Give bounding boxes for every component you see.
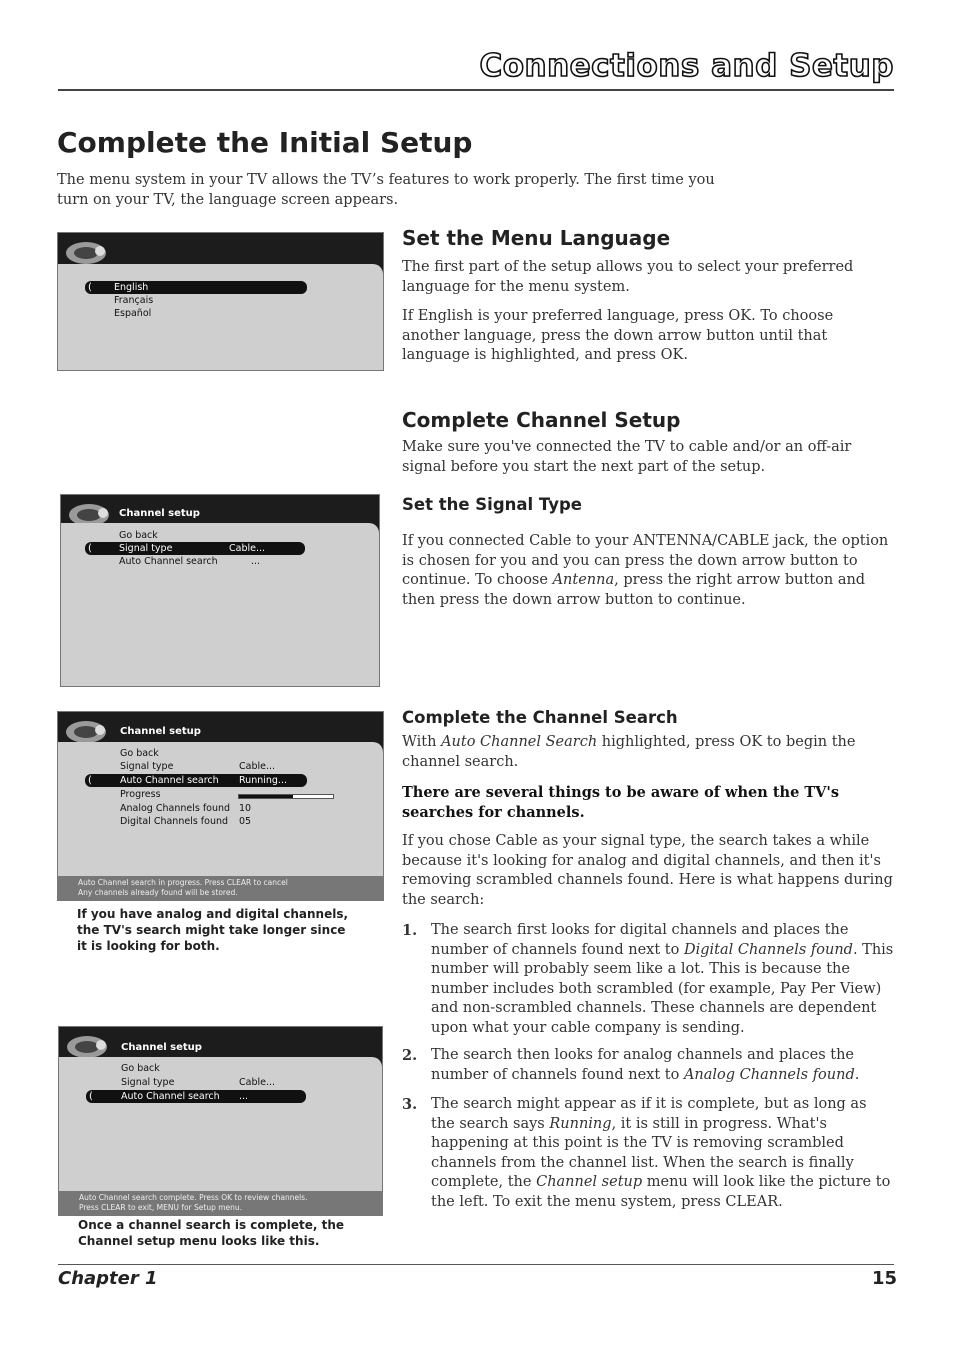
channel-search-p1: With Auto Channel Search highlighted, press OK to begin the channel search.: [402, 734, 856, 770]
selector-icon: (: [88, 543, 92, 554]
tv-logo-icon: [64, 239, 108, 267]
auto-channel-search-item[interactable]: ( Auto Channel search Running...: [85, 774, 307, 787]
list-item: 3. The search might appear as if it is complete, but as long as the search says Running, it is still in progress. What's happening at this point is the TV is removing scrambled channels from the channel list. When the search is finally complete, the Channel setup menu will look like the picture to the left. To exit the menu system, press CLEAR.: [402, 1096, 891, 1210]
channel-search-complete-screenshot: [58, 1026, 383, 1216]
caption-search-running: If you have analog and digital channels, the TV's search might take longer since it is looking for both.: [77, 907, 349, 953]
language-option-francais[interactable]: Français: [114, 295, 154, 306]
progress-bar-fill: [239, 795, 293, 798]
selector-icon: (: [88, 282, 92, 293]
auto-channel-search-item[interactable]: ( Auto Channel search ...: [86, 1090, 306, 1103]
page-number: 15: [871, 1268, 897, 1289]
go-back-item[interactable]: Go back: [120, 748, 159, 759]
intro-paragraph: The menu system in your TV allows the TV’s features to work properly. The first time you turn on your TV, the language screen appears.: [57, 172, 715, 208]
list-item: 1. The search first looks for digital channels and places the number of channels found next to Digital Channels found. This number will probably seem like a lot. This is because the number includes both scrambled (for example, Pay Per View) and non-scrambled channels. These channels are dependent upon what your cable company is sending.: [402, 922, 894, 1036]
menu-language-p1: The first part of the setup allows you to select your preferred language for the menu system.: [402, 259, 854, 295]
selector-icon: (: [88, 775, 92, 786]
progress-bar: [238, 794, 334, 799]
progress-item: Progress: [85, 788, 365, 801]
status-bar: Auto Channel search in progress. Press CLEAR to cancel Any channels already found will be stored.: [58, 876, 383, 900]
header-rule: [58, 89, 894, 91]
digital-channels-item: Digital Channels found 05: [120, 816, 252, 827]
signal-type-p1: If you connected Cable to your ANTENNA/CABLE jack, the option is chosen for you and you can press the down arrow button to continue. To choose Antenna, press the right arrow button and then press the down arrow button to continue.: [402, 533, 889, 608]
page-title: Complete the Initial Setup: [57, 126, 473, 159]
list-item: 2. The search then looks for analog channels and places the number of channels found next to Analog Channels found.: [402, 1047, 860, 1083]
channel-search-heading: Complete the Channel Search: [402, 708, 678, 727]
footer-chapter: Chapter 1: [58, 1268, 158, 1289]
language-option-espanol[interactable]: Español: [114, 308, 152, 319]
channel-setup-p1: Make sure you've connected the TV to cable and/or an off-air signal before you start the next part of the setup.: [402, 439, 852, 475]
section-header-title: Connections and Setup: [479, 48, 894, 84]
signal-type-item[interactable]: Signal type Cable...: [121, 1077, 276, 1088]
channel-search-p3: If you chose Cable as your signal type, the search takes a while because it's looking for analog and digital channels, and then it's removing scrambled channels found. Here is what happens during the search:: [402, 833, 893, 908]
go-back-item[interactable]: Go back: [121, 1063, 160, 1074]
menu-language-p2: If English is your preferred language, press OK. To choose another language, press the down arrow button until that language is highlighted, and press OK.: [402, 308, 834, 363]
menu-title: Channel setup: [119, 508, 200, 519]
status-bar: Auto Channel search complete. Press OK to review channels. Press CLEAR to exit, MENU for Setup menu.: [59, 1191, 382, 1215]
signal-type-item[interactable]: Signal type Cable...: [120, 761, 276, 772]
language-option-english[interactable]: ( English: [85, 281, 307, 294]
analog-channels-item: Analog Channels found 10: [120, 803, 252, 814]
channel-search-p2: There are several things to be aware of when the TV's searches for channels.: [402, 784, 840, 821]
selector-icon: (: [89, 1091, 93, 1102]
channel-search-running-screenshot: [57, 711, 384, 901]
signal-type-item[interactable]: ( Signal type Cable...: [85, 542, 305, 555]
signal-type-heading: Set the Signal Type: [402, 495, 582, 514]
menu-title: Channel setup: [121, 1042, 202, 1053]
channel-setup-heading: Complete Channel Setup: [402, 408, 681, 432]
auto-channel-search-item[interactable]: Auto Channel search ...: [119, 556, 261, 567]
language-menu-screenshot: [57, 232, 384, 371]
go-back-item[interactable]: Go back: [119, 530, 158, 541]
menu-title: Channel setup: [120, 726, 201, 737]
menu-language-heading: Set the Menu Language: [402, 226, 671, 250]
footer-rule: [58, 1264, 894, 1265]
caption-search-complete: Once a channel search is complete, the Channel setup menu looks like this.: [78, 1218, 345, 1248]
signal-type-screenshot: [60, 494, 380, 687]
